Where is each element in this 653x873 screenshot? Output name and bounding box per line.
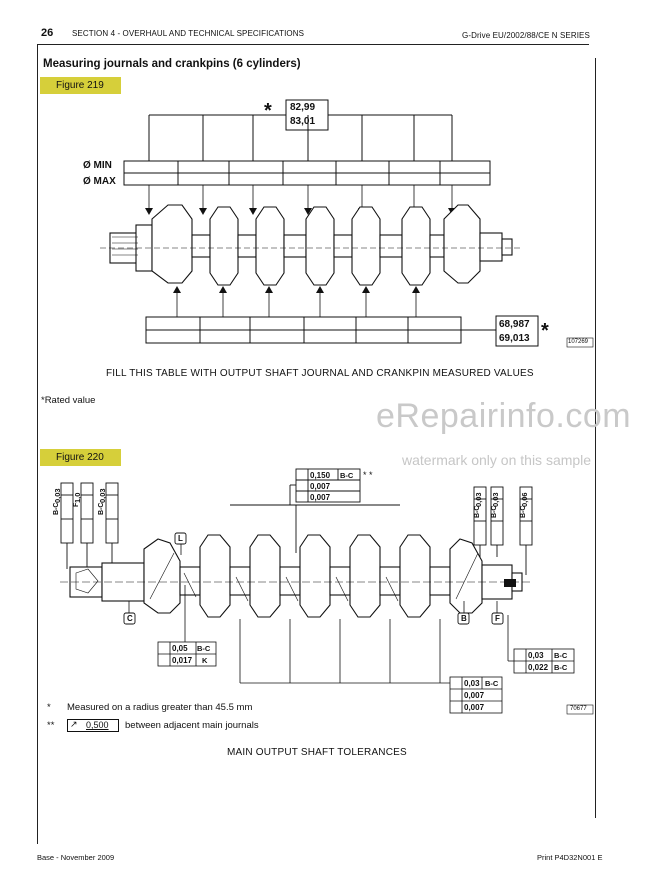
left-box-row1-datum: B-C (197, 644, 211, 653)
header-rule (37, 44, 589, 45)
footer-right: Print P4D32N001 E (537, 853, 603, 862)
bottom-asterisk: * (541, 320, 549, 342)
watermark-brand: eRepairinfo.com (376, 397, 632, 435)
series-title: G-Drive EU/2002/88/CE N SERIES (462, 31, 590, 40)
mid-box-row1-datum: B-C (485, 679, 499, 688)
bottom-value-1: 68,987 (499, 319, 530, 330)
left-tag-1-value: 0,03 (53, 488, 62, 503)
section-title: SECTION 4 - OVERHAUL AND TECHNICAL SPECIFICATIONS (72, 29, 305, 38)
right-tag-3-datum: B-C (520, 505, 527, 518)
rated-value-note: *Rated value (41, 395, 96, 406)
watermark-notice: watermark only on this sample (402, 452, 592, 468)
figure-220-label: Figure 220 (40, 449, 121, 466)
right-tag-2-datum: B-C (491, 505, 498, 518)
section-heading: Measuring journals and crankpins (6 cylinders) (43, 58, 301, 70)
figure-220-diagram (40, 465, 600, 725)
note2-text: between adjacent main journals (125, 720, 259, 731)
figure-219-label: Figure 219 (40, 77, 121, 94)
left-tag-3-value: 0,03 (98, 488, 107, 503)
right-tag-1-datum: B-C (474, 505, 481, 518)
figure-219-caption: FILL THIS TABLE WITH OUTPUT SHAFT JOURNAL AND CRANKPIN MEASURED VALUES (106, 368, 534, 379)
note1-text: Measured on a radius greater than 45.5 mm (67, 702, 253, 713)
left-box-row1-value: 0,05 (172, 644, 188, 653)
left-tag-2-datum: F (73, 502, 80, 507)
top-value-2: 83,01 (290, 116, 316, 127)
left-tag-2-value: 1,0 (73, 492, 82, 503)
right-box-row1-datum: B-C (554, 651, 568, 660)
right-tag-3-value: 0,06 (520, 492, 529, 507)
left-margin-rule (37, 44, 38, 844)
row-min-label: Ø MIN (83, 160, 112, 171)
page-number: 26 (41, 27, 54, 39)
footer-left: Base - November 2009 (37, 853, 115, 862)
right-box-row2-datum: B-C (554, 663, 568, 672)
right-box-row2-value: 0,022 (528, 663, 549, 672)
top-value-1: 82,99 (290, 102, 316, 113)
crankshaft-drawing (110, 205, 512, 285)
top-box-row3-value: 0,007 (310, 493, 331, 502)
top-box-row1-value: 0,150 (310, 471, 331, 480)
datum-C: C (127, 614, 133, 623)
row-max-label: Ø MAX (83, 176, 116, 187)
top-asterisk: * (264, 100, 272, 122)
note1-mark: * (47, 702, 51, 713)
note2-value: 0,500 (86, 720, 109, 730)
top-box-row1-datum: B-C (340, 471, 354, 480)
right-tag-2-value: 0,03 (491, 492, 500, 507)
left-tag-1-datum: B-C (53, 502, 60, 515)
note2-box (67, 719, 119, 732)
figure-219-diagram (40, 95, 600, 355)
figure-220-caption: MAIN OUTPUT SHAFT TOLERANCES (227, 747, 407, 758)
right-tag-1-value: 0,03 (474, 492, 483, 507)
datum-B: B (461, 614, 467, 623)
mid-box-row3-value: 0,007 (464, 703, 485, 712)
right-box-row1-value: 0,03 (528, 651, 544, 660)
datum-F: F (495, 614, 500, 623)
mid-box-row2-value: 0,007 (464, 691, 485, 700)
top-box-row2-value: 0,007 (310, 482, 331, 491)
figure-220-ref: 70677 (570, 706, 587, 712)
left-box-row2-value: 0,017 (172, 656, 193, 665)
left-tag-3-datum: B-C (98, 502, 105, 515)
note2-mark: ** (47, 720, 55, 731)
datum-L: L (178, 534, 183, 543)
runout-icon: ↗ (70, 719, 78, 729)
left-box-row2-datum: K (202, 656, 208, 665)
mid-box-row1-value: 0,03 (464, 679, 480, 688)
top-box-marks: * * (363, 470, 373, 480)
bottom-value-2: 69,013 (499, 333, 530, 344)
figure-219-ref: 107269 (568, 339, 589, 345)
